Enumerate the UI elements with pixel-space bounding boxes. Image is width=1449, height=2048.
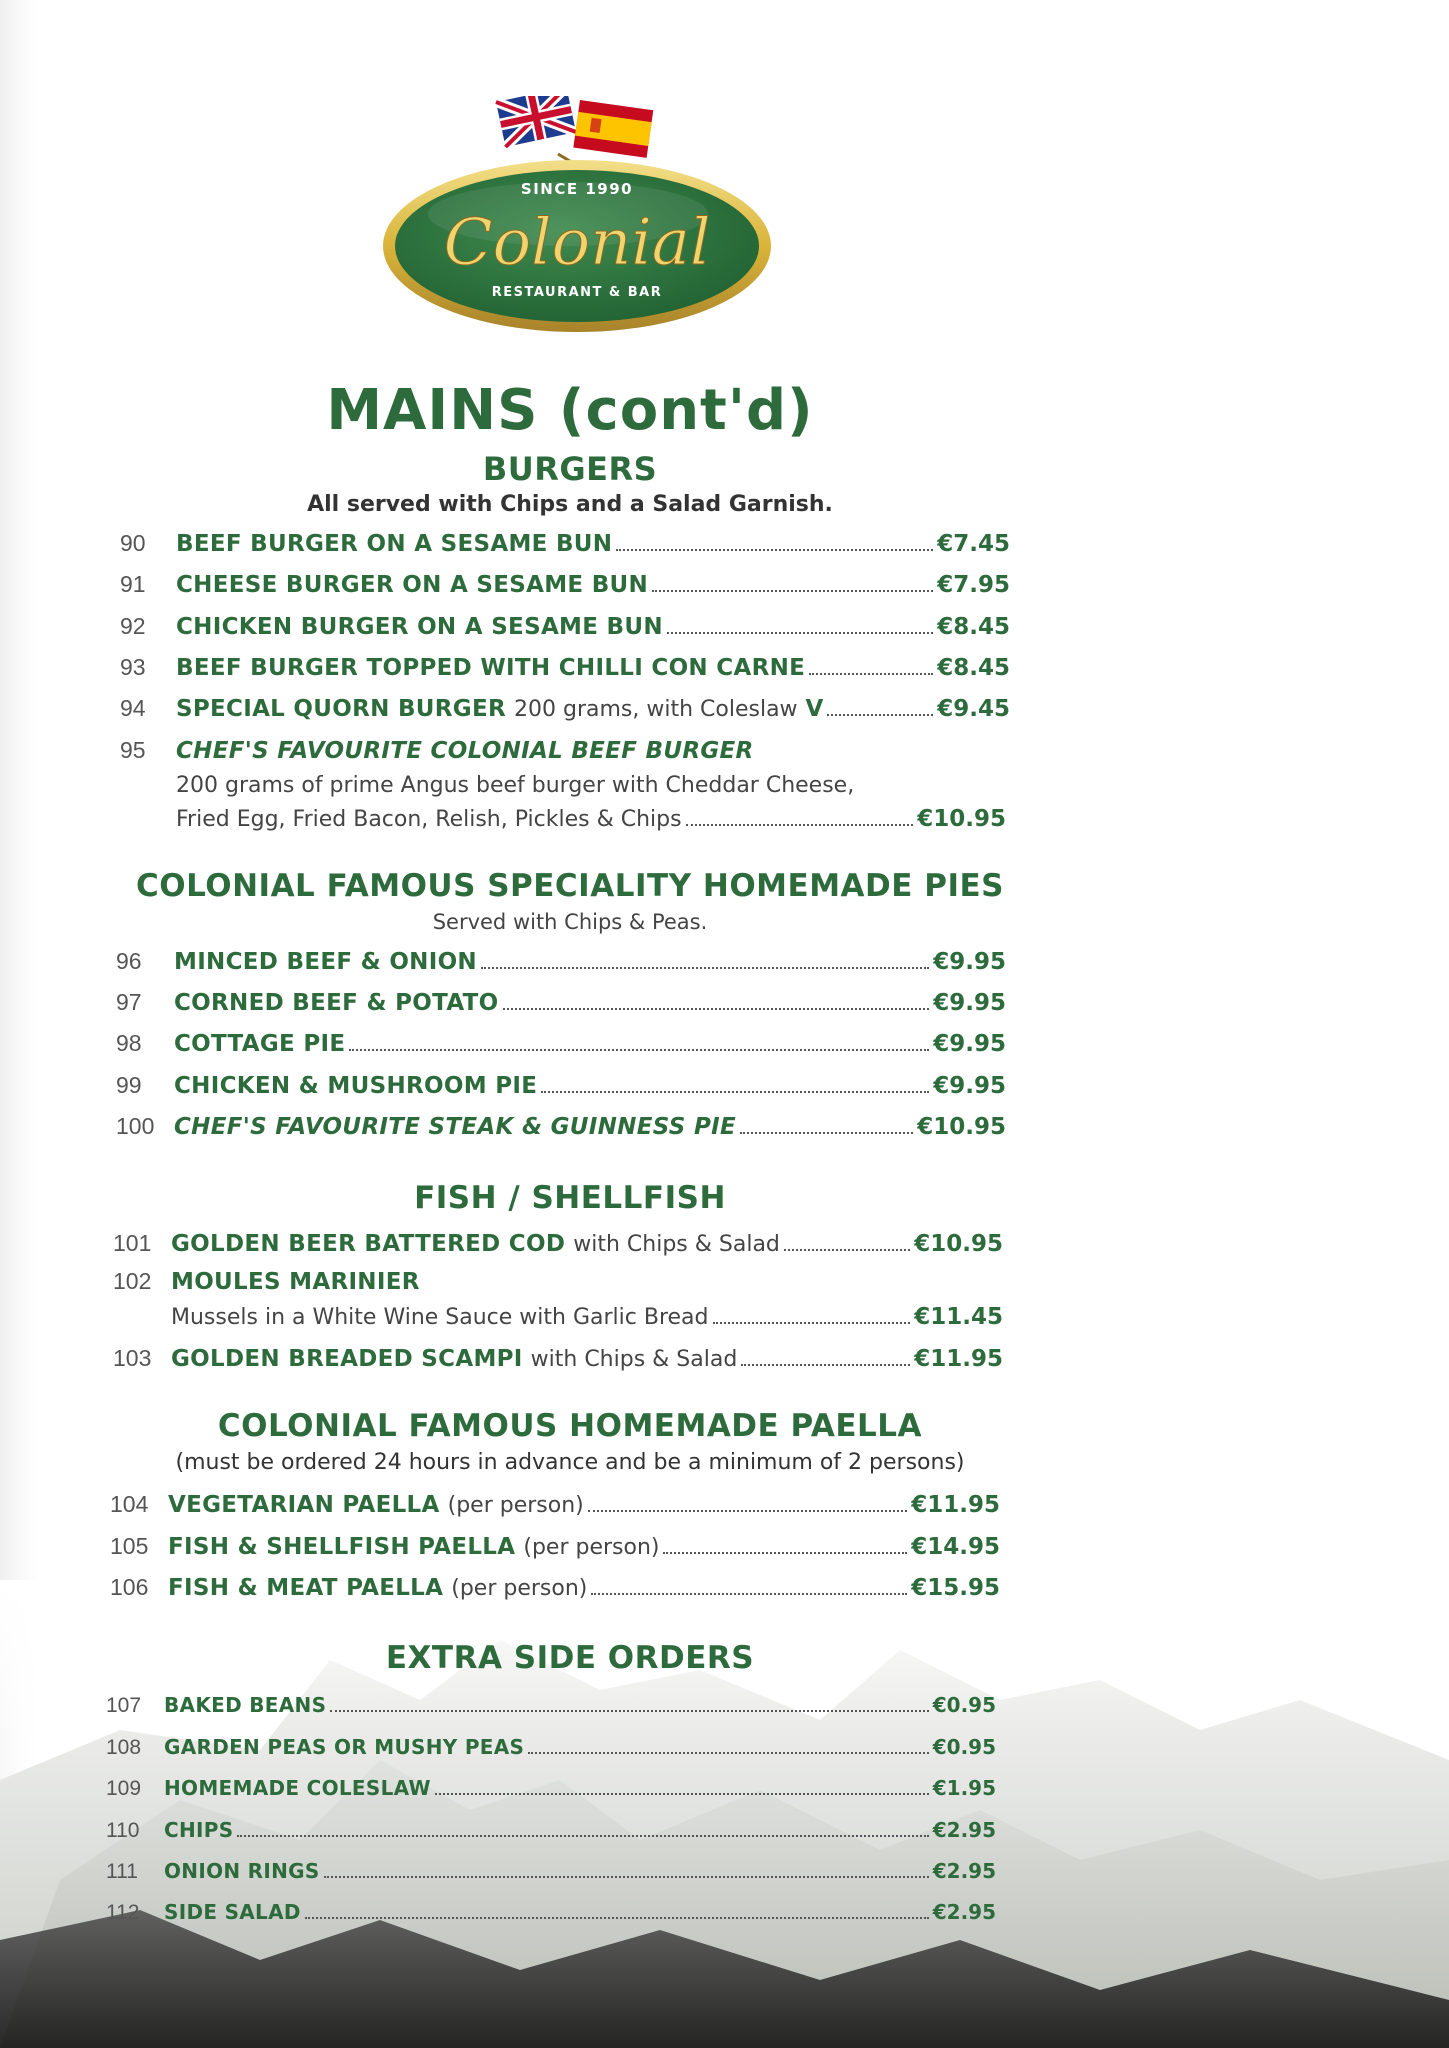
menu-item-105 <box>110 1533 1000 1560</box>
item-name: CHICKEN & MUSHROOM PIE <box>174 1073 538 1099</box>
item-number: 109 <box>106 1777 142 1800</box>
item-price: €2.95 <box>932 1818 996 1842</box>
item-price: €9.45 <box>937 696 1010 722</box>
paella-heading: COLONIAL FAMOUS HOMEMADE PAELLA <box>217 1408 923 1444</box>
item-price: €0.95 <box>932 1693 996 1717</box>
menu-item-95 <box>120 737 1010 764</box>
item-number: 108 <box>106 1736 142 1759</box>
dot-leader <box>503 1008 930 1010</box>
item-price: €9.95 <box>933 990 1006 1016</box>
item-name: CHEF'S FAVOURITE COLONIAL BEEF BURGER <box>176 738 754 764</box>
dot-leader <box>652 590 933 592</box>
dot-leader <box>784 1249 910 1251</box>
dot-leader <box>741 1364 910 1366</box>
item-number: 98 <box>116 1030 142 1056</box>
logo-since: SINCE 1990 <box>520 180 634 198</box>
item-description: (per person) <box>451 1576 588 1601</box>
item-name: ONION RINGS <box>164 1859 320 1883</box>
pies-heading: COLONIAL FAMOUS SPECIALITY HOMEMADE PIES <box>135 868 1005 904</box>
item-description: (per person) <box>447 1493 584 1518</box>
item-price: €7.95 <box>937 572 1010 598</box>
item-number: 97 <box>116 989 142 1015</box>
item-name: BEEF BURGER TOPPED WITH CHILLI CON CARNE <box>176 655 806 681</box>
menu-item-102 <box>113 1268 1003 1295</box>
item-name: GARDEN PEAS OR MUSHY PEAS <box>164 1735 525 1759</box>
burgers-note: All served with Chips and a Salad Garnish. <box>307 492 833 517</box>
dot-leader <box>713 1322 911 1324</box>
item-name: CHIPS <box>164 1818 234 1842</box>
item-name: FISH & SHELLFISH PAELLA <box>168 1534 516 1560</box>
menu-item-103 <box>113 1345 1003 1372</box>
item-number: 100 <box>116 1113 155 1139</box>
item-price: €8.45 <box>937 655 1010 681</box>
dot-leader <box>349 1049 929 1051</box>
item-name: SIDE SALAD <box>164 1900 301 1924</box>
item-number: 101 <box>113 1230 152 1256</box>
vegetarian-mark: V <box>805 696 824 722</box>
burgers-heading: BURGERS <box>482 450 658 488</box>
item-price: €8.45 <box>937 614 1010 640</box>
item-price: €15.95 <box>911 1575 1000 1601</box>
item-price: €2.95 <box>932 1900 996 1924</box>
item-price: €11.95 <box>911 1492 1000 1518</box>
item-price: €10.95 <box>917 1114 1006 1140</box>
menu-item-106 <box>110 1574 1000 1601</box>
item-number: 94 <box>120 695 146 721</box>
item-number: 106 <box>110 1574 149 1600</box>
paella-note: (must be ordered 24 hours in advance and be a minimum of 2 persons) <box>175 1450 965 1475</box>
item-price: €11.45 <box>914 1304 1003 1330</box>
item-price: €7.45 <box>937 531 1010 557</box>
item-description: with Chips & Salad <box>573 1232 780 1257</box>
dot-leader <box>330 1710 928 1712</box>
item-price: €0.95 <box>932 1735 996 1759</box>
menu-item-101 <box>113 1230 1003 1257</box>
menu-item-95-price-line <box>176 806 1006 832</box>
menu-item-92 <box>120 613 1010 640</box>
item-name: COTTAGE PIE <box>174 1031 346 1057</box>
dot-leader <box>686 824 914 826</box>
item-price: €10.95 <box>917 806 1006 832</box>
item-price: €1.95 <box>932 1776 996 1800</box>
item-name: CORNED BEEF & POTATO <box>174 990 499 1016</box>
pies-note: Served with Chips & Peas. <box>432 910 708 934</box>
item-number: 104 <box>110 1491 149 1517</box>
fish-heading: FISH / SHELLFISH <box>414 1180 726 1216</box>
item-price: €2.95 <box>932 1859 996 1883</box>
dot-leader <box>237 1835 928 1837</box>
dot-leader <box>435 1793 929 1795</box>
dot-leader <box>541 1091 929 1093</box>
menu-item-109 <box>106 1776 996 1801</box>
item-number: 92 <box>120 613 146 639</box>
logo-name: Colonial <box>443 206 711 280</box>
item-description: Mussels in a White Wine Sauce with Garlic Bread <box>171 1305 709 1330</box>
dot-leader <box>305 1917 929 1919</box>
item-number: 103 <box>113 1345 152 1371</box>
item-name: CHICKEN BURGER ON A SESAME BUN <box>176 614 663 640</box>
dot-leader <box>809 673 933 675</box>
item-price: €9.95 <box>933 1031 1006 1057</box>
item-name: GOLDEN BEER BATTERED COD <box>171 1231 566 1257</box>
dot-leader <box>740 1132 913 1134</box>
item-name: CHEF'S FAVOURITE STEAK & GUINNESS PIE <box>174 1114 736 1140</box>
item-number: 110 <box>106 1819 140 1842</box>
item-number: 90 <box>120 530 146 556</box>
menu-item-96 <box>116 948 1006 975</box>
sides-heading: EXTRA SIDE ORDERS <box>385 1640 755 1676</box>
dot-leader <box>616 549 933 551</box>
page-title: MAINS (cont'd) <box>326 378 814 443</box>
dot-leader <box>324 1876 929 1878</box>
menu-item-98 <box>116 1030 1006 1057</box>
dot-leader <box>481 967 929 969</box>
item-name: SPECIAL QUORN BURGER <box>176 696 506 722</box>
logo-tagline: RESTAURANT & BAR <box>491 285 663 300</box>
dot-leader <box>663 1552 907 1554</box>
dot-leader <box>588 1510 908 1512</box>
item-number: 107 <box>106 1694 142 1717</box>
item-name: BEEF BURGER ON A SESAME BUN <box>176 531 613 557</box>
item-name: MINCED BEEF & ONION <box>174 949 477 975</box>
menu-item-90 <box>120 530 1010 557</box>
item-description: Fried Egg, Fried Bacon, Relish, Pickles & Chips <box>176 807 682 832</box>
item-price: €10.95 <box>914 1231 1003 1257</box>
item-number: 91 <box>120 571 146 597</box>
item-number: 95 <box>120 737 146 763</box>
item-price: €9.95 <box>933 949 1006 975</box>
uk-flag-icon <box>496 96 576 147</box>
menu-item-93 <box>120 654 1010 681</box>
item-name: BAKED BEANS <box>164 1693 327 1717</box>
menu-item-100 <box>116 1113 1006 1140</box>
item-name: CHEESE BURGER ON A SESAME BUN <box>176 572 649 598</box>
menu-item-104 <box>110 1491 1000 1518</box>
item-price: €11.95 <box>914 1346 1003 1372</box>
item-description: 200 grams, with Coleslaw <box>514 697 798 722</box>
dot-leader <box>591 1593 907 1595</box>
spain-flag-icon <box>573 100 653 158</box>
item-name: GOLDEN BREADED SCAMPI <box>171 1346 523 1372</box>
menu-item-99 <box>116 1072 1006 1099</box>
item-number: 111 <box>106 1860 138 1883</box>
item-name: VEGETARIAN PAELLA <box>168 1492 440 1518</box>
item-name: FISH & MEAT PAELLA <box>168 1575 444 1601</box>
menu-item-91 <box>120 571 1010 598</box>
item-price: €14.95 <box>911 1534 1000 1560</box>
menu-item-107 <box>106 1693 996 1718</box>
item-number: 96 <box>116 948 142 974</box>
item-description: 200 grams of prime Angus beef burger with Cheddar Cheese, <box>176 773 855 798</box>
item-name: MOULES MARINIER <box>171 1269 420 1295</box>
item-name: HOMEMADE COLESLAW <box>164 1776 431 1800</box>
item-number: 99 <box>116 1072 142 1098</box>
dot-leader <box>827 714 933 716</box>
dot-leader <box>528 1752 929 1754</box>
item-number: 102 <box>113 1268 152 1294</box>
item-description: with Chips & Salad <box>530 1347 738 1372</box>
menu-item-112 <box>106 1900 996 1925</box>
menu-item-97 <box>116 989 1006 1016</box>
menu-item-102-price-line <box>171 1304 1003 1330</box>
menu-item-108 <box>106 1735 996 1760</box>
item-number: 93 <box>120 654 146 680</box>
colonial-logo <box>378 96 776 336</box>
item-description: (per person) <box>523 1535 660 1560</box>
menu-item-111 <box>106 1859 996 1884</box>
item-number: 105 <box>110 1533 149 1559</box>
item-price: €9.95 <box>933 1073 1006 1099</box>
menu-item-110 <box>106 1818 996 1843</box>
dot-leader <box>667 632 933 634</box>
item-number: 112 <box>106 1901 140 1924</box>
menu-item-94 <box>120 695 1010 722</box>
